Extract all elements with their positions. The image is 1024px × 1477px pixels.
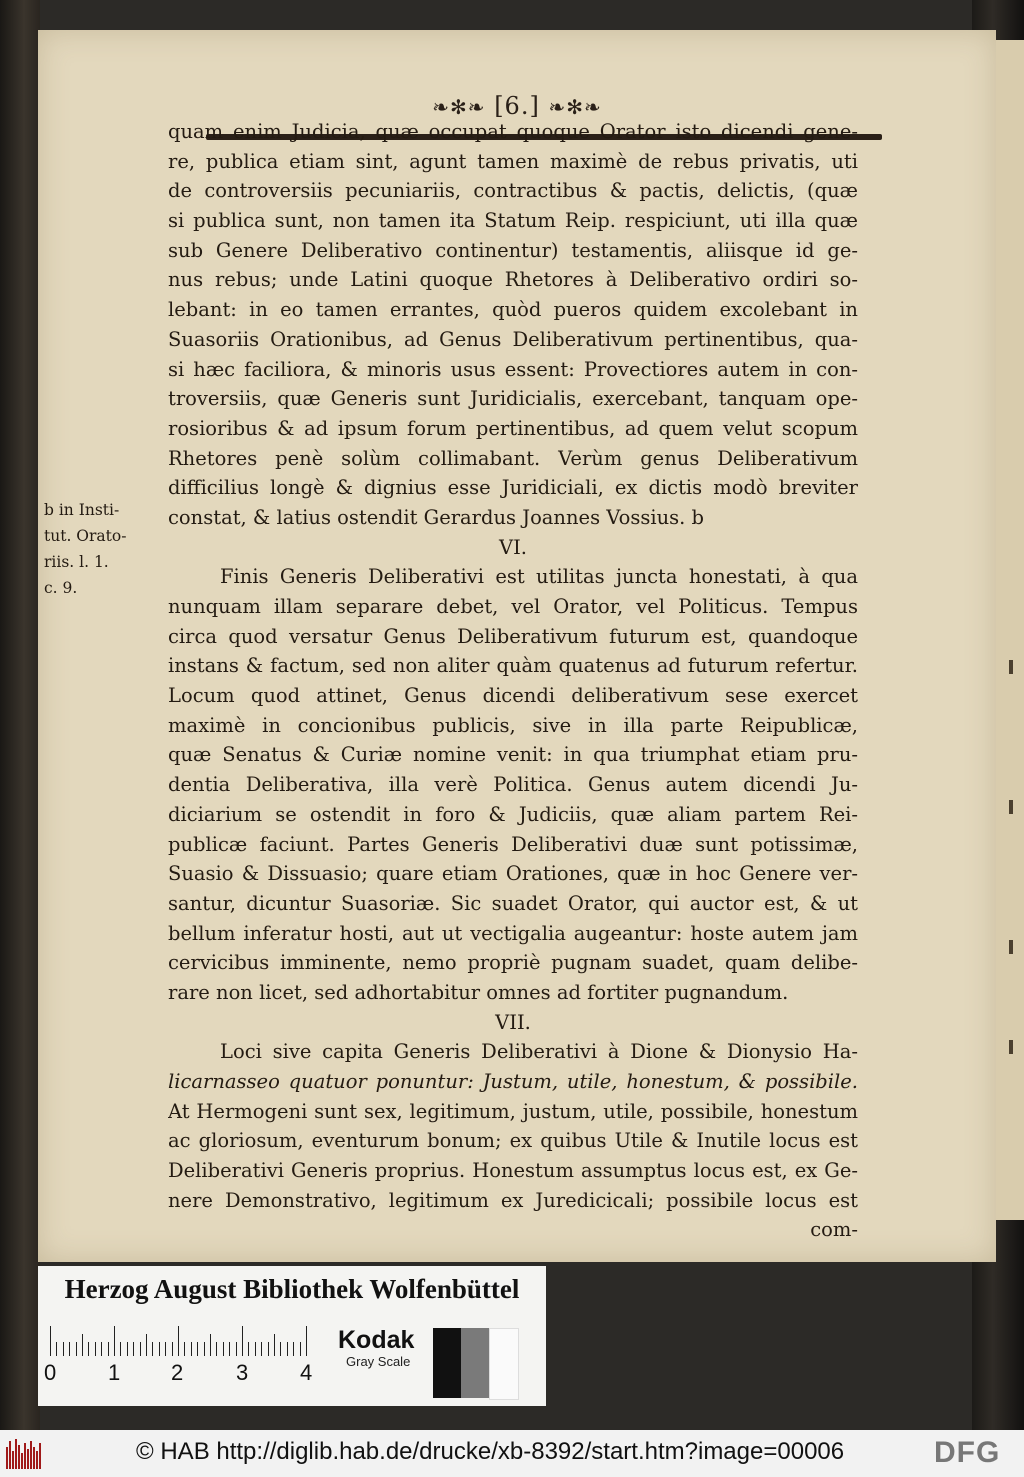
ruler-tick <box>114 1326 115 1356</box>
ruler-tick <box>108 1342 109 1356</box>
text-line: Deliberativi Generis proprius. Honestum assumptus locus est, ex Ge- <box>168 1159 858 1183</box>
swatch-black <box>433 1328 461 1398</box>
ruler-tick <box>268 1342 269 1356</box>
ruler-tick <box>236 1342 237 1356</box>
text-line: circa quod versatur Genus Deliberativum futurum est, quandoque <box>168 624 858 648</box>
text-line: Loci sive capita Generis Deliberativi à Dione & Dionysio Ha- <box>220 1040 858 1064</box>
logo-bar <box>33 1447 35 1469</box>
ruler-tick <box>63 1342 64 1356</box>
ruler-number: 4 <box>300 1360 313 1385</box>
ruler-tick <box>300 1342 301 1356</box>
text-line: maximè in concionibus publicis, sive in illa parte Reipublicæ, <box>168 713 858 737</box>
text-line: si publica sunt, non tamen ita Statum Reip. respiciunt, uti illa quæ <box>168 209 858 233</box>
ruler-tick <box>191 1342 192 1356</box>
ruler-tick <box>56 1342 57 1356</box>
ruler-tick <box>223 1342 224 1356</box>
ruler-number: 0 <box>44 1360 57 1385</box>
header-ornament-left: ❧✻❧ <box>432 95 486 119</box>
margin-note-line: tut. Orato- <box>44 527 127 545</box>
ruler-number: 3 <box>236 1360 249 1385</box>
logo-bar <box>18 1445 20 1469</box>
ruler-tick <box>50 1326 51 1356</box>
ruler-tick <box>127 1342 128 1356</box>
ruler-tick <box>69 1342 70 1356</box>
ruler-tick <box>165 1342 166 1356</box>
text-line: licarnasseo quatuor ponuntur: Justum, utile, honestum, & possibile. <box>168 1070 858 1093</box>
text-line: de controversiis pecuniariis, contractibus & pactis, delictis, (quæ <box>168 179 858 203</box>
section-heading: VI. <box>499 535 527 559</box>
ruler-tick <box>280 1342 281 1356</box>
ruler-tick <box>184 1342 185 1356</box>
ruler-number: 2 <box>171 1360 184 1385</box>
text-line: lebant: in eo tamen errantes, quòd pueros quidem excolebant in <box>168 298 858 322</box>
section-heading: VII. <box>495 1010 531 1034</box>
text-line: nus rebus; unde Latini quoque Rhetores à Deliberativo ordiri so- <box>168 268 858 292</box>
text-line: At Hermogeni sunt sex, legitimum, justum, utile, possibile, honestum <box>168 1099 858 1123</box>
ruler-tick <box>216 1342 217 1356</box>
text-line: Finis Generis Deliberativi est utilitas juncta honestati, à qua <box>220 565 858 589</box>
next-page-edge <box>995 40 1024 1220</box>
logo-bar <box>27 1449 29 1469</box>
ruler-tick <box>306 1326 307 1356</box>
text-line: sub Genere Deliberativo continentur) testamentis, aliisque id ge- <box>168 238 858 262</box>
kodak-logo: Kodak <box>338 1326 415 1354</box>
text-line: ac gloriosum, eventurum bonum; ex quibus Utile & Inutile locus est <box>168 1129 858 1153</box>
ruler-tick <box>95 1342 96 1356</box>
dfg-logo: DFG <box>934 1436 1001 1469</box>
ruler-tick <box>229 1342 230 1356</box>
text-line: troversiis, quæ Generis sunt Juridicialis, exercebant, tanquam ope- <box>168 387 858 411</box>
ruler-tick <box>152 1342 153 1356</box>
text-line: Suasio & Dissuasio; quare etiam Orationes, quæ in hoc Genere ver- <box>168 862 858 886</box>
ruler-tick <box>293 1342 294 1356</box>
ruler-tick <box>274 1334 275 1356</box>
catchword: com- <box>810 1218 858 1242</box>
ruler-tick <box>210 1334 211 1356</box>
margin-note <box>44 497 164 601</box>
text-line: instans & factum, sed non aliter quàm quatenus ad futurum refertur. <box>168 654 858 678</box>
logo-bar <box>24 1443 26 1469</box>
text-line: constat, & latius ostendit Gerardus Joannes Vossius. b <box>168 505 705 529</box>
logo-bar <box>21 1453 23 1469</box>
text-line: difficilius longè & dignius esse Juridiciali, ex dictis modò breviter <box>168 476 858 500</box>
text-line: rare non licet, sed adhortabitur omnes ad fortiter pugnandum. <box>168 980 789 1004</box>
text-line: Locum quod attinet, Genus dicendi deliberativum sese exercet <box>168 684 858 708</box>
text-line: bellum inferatur hosti, aut ut vectigalia augeantur: hoste autem jam <box>168 921 858 945</box>
ruler-tick <box>248 1342 249 1356</box>
text-line: quæ Senatus & Curiæ nomine venit: in qua triumphat etiam pru- <box>168 743 858 767</box>
swatch-gray <box>461 1328 489 1398</box>
swatch-white <box>489 1328 519 1400</box>
text-line: santur, dicuntur Suasoriæ. Sic suadet Orator, qui auctor est, & ut <box>168 891 858 915</box>
ruler-tick <box>204 1342 205 1356</box>
copyright-link[interactable]: © HAB http://diglib.hab.de/drucke/xb-8392/start.htm?image=00006 <box>136 1438 845 1465</box>
page-number: [6.] <box>494 92 540 120</box>
institution-name: Herzog August Bibliothek Wolfenbüttel <box>64 1274 520 1304</box>
text-line: quam enim Judicia, quæ occupat quoque Orator isto dicendi gene- <box>168 120 858 143</box>
ruler-tick <box>146 1334 147 1356</box>
logo-bar <box>36 1451 38 1469</box>
ruler-tick <box>255 1342 256 1356</box>
ruler-tick <box>101 1342 102 1356</box>
text-line: cervicibus imminente, nemo propriè pugnam suadet, quam delibe- <box>168 951 858 975</box>
ruler-tick <box>159 1342 160 1356</box>
logo-bar <box>15 1439 17 1469</box>
measurement-ruler <box>50 1324 340 1356</box>
text-line: si hæc faciliora, & minoris usus essent: Provectiores autem in con- <box>168 357 858 381</box>
text-line: publicæ faciunt. Partes Generis Deliberativi duæ sunt potissimæ, <box>168 832 858 856</box>
page-header <box>38 92 996 120</box>
ruler-tick <box>178 1326 179 1356</box>
color-calibration-card <box>38 1266 546 1406</box>
text-line: Rhetores penè solùm collimabant. Verùm genus Deliberativum <box>168 446 858 470</box>
margin-note-line: riis. l. 1. <box>44 553 109 571</box>
ruler-tick <box>120 1342 121 1356</box>
ruler-tick <box>88 1342 89 1356</box>
gray-scale-label: Gray Scale <box>346 1354 411 1369</box>
margin-note-line: c. 9. <box>44 579 78 597</box>
ruler-tick <box>76 1342 77 1356</box>
text-line: re, publica etiam sint, agunt tamen maximè de rebus privatis, uti <box>168 149 858 173</box>
hab-logo-icon <box>6 1439 44 1469</box>
header-ornament-right: ❧✻❧ <box>548 95 602 119</box>
logo-bar <box>30 1441 32 1469</box>
page-text <box>168 117 858 1245</box>
text-line: dentia Deliberativa, illa verè Politica. Genus autem dicendi Ju- <box>168 773 858 797</box>
logo-bar <box>9 1441 11 1469</box>
text-line: rosioribus & ad ipsum forum pertinentibus, ad quem velut scopum <box>168 416 858 440</box>
logo-bar <box>12 1451 14 1469</box>
footer-bar <box>0 1430 1024 1477</box>
logo-bar <box>6 1447 8 1469</box>
ruler-tick <box>287 1342 288 1356</box>
book-spine <box>0 0 40 1430</box>
logo-bar <box>39 1443 41 1469</box>
ruler-tick <box>197 1342 198 1356</box>
text-line: Suasoriis Orationibus, ad Genus Deliberativum pertinentibus, qua- <box>168 327 858 351</box>
text-line: diciarium se ostendit in foro & Judiciis, quæ aliam partem Rei- <box>168 802 858 826</box>
ruler-tick <box>242 1326 243 1356</box>
ruler-tick <box>133 1342 134 1356</box>
text-line: nere Demonstrativo, legitimum ex Juredicicali; possibile locus est <box>168 1188 858 1212</box>
ruler-tick <box>140 1342 141 1356</box>
text-line: nunquam illam separare debet, vel Orator, vel Politicus. Tempus <box>168 595 858 618</box>
margin-note-line: b in Insti- <box>44 501 120 519</box>
ruler-tick <box>82 1334 83 1356</box>
ruler-tick <box>172 1342 173 1356</box>
ruler-tick <box>261 1342 262 1356</box>
ruler-number: 1 <box>108 1360 121 1385</box>
